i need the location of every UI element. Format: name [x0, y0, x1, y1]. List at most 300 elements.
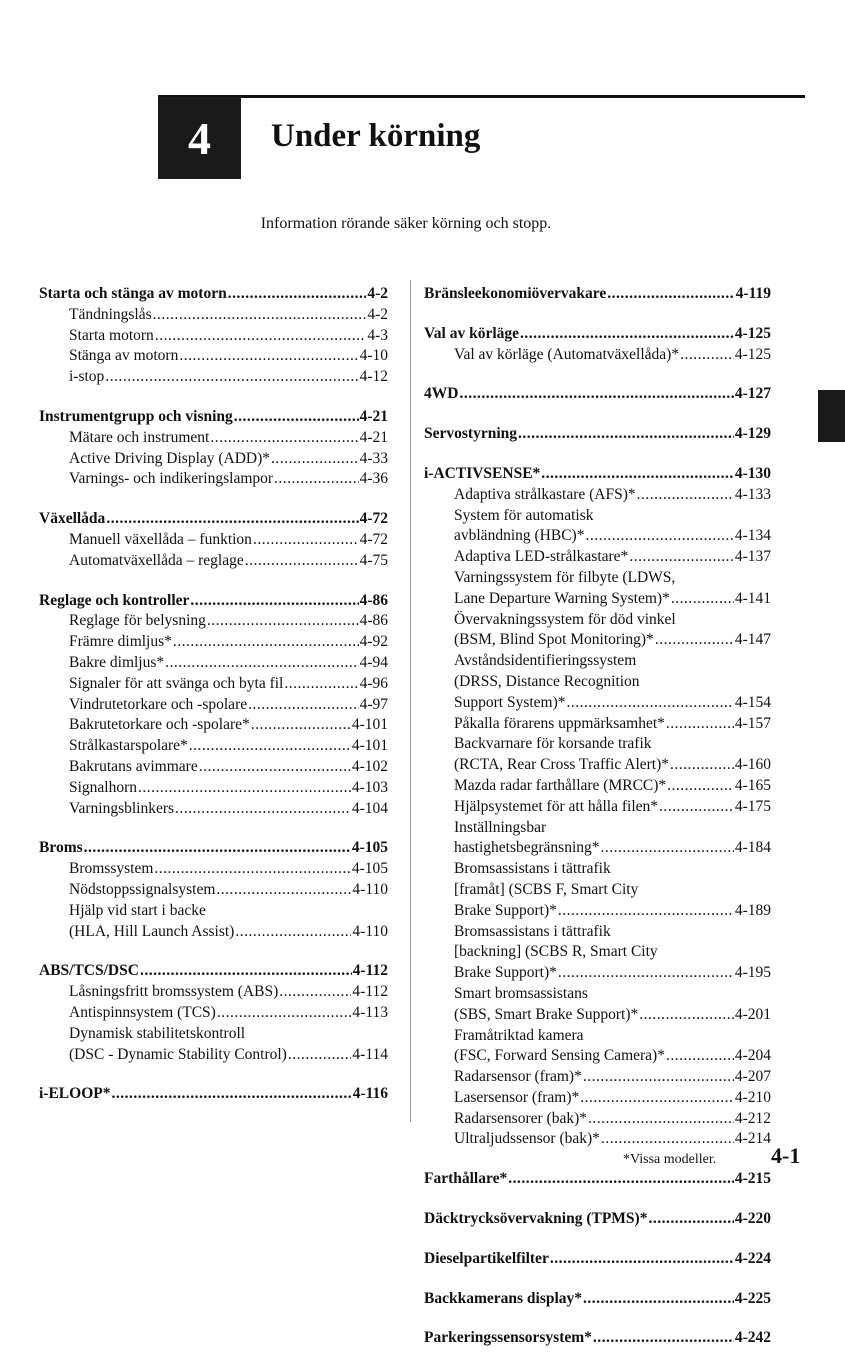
dot-leader [583, 1067, 734, 1088]
toc-section [424, 1249, 771, 1270]
toc-section [39, 838, 388, 942]
toc-section [424, 1209, 771, 1230]
toc-entry-page: 4-210 [734, 1088, 771, 1106]
toc-entry[interactable] [39, 326, 388, 347]
toc-section [424, 424, 771, 445]
toc-entry-title: Parkeringssensorsystem* [424, 1329, 592, 1347]
dot-leader [235, 922, 351, 943]
toc-section-heading[interactable] [39, 591, 388, 612]
dot-leader [655, 630, 734, 651]
toc-entry-page: 4-3 [367, 326, 388, 344]
toc-section [39, 591, 388, 820]
toc-entry-page: 4-86 [359, 591, 388, 609]
dot-leader [671, 589, 734, 610]
toc-entry-title: Bakrutetorkare och -spolare* [69, 716, 250, 734]
toc-entry[interactable] [424, 1067, 771, 1088]
toc-right-column [424, 284, 771, 1368]
toc-entry[interactable] [39, 551, 388, 572]
toc-entry-title: Stänga av motorn [69, 347, 179, 365]
toc-entry-title: Starta och stänga av motorn [39, 285, 227, 302]
dot-leader [179, 346, 358, 367]
toc-entry[interactable] [424, 672, 771, 693]
toc-entry[interactable] [424, 630, 771, 651]
toc-entry-page: 4-130 [734, 464, 771, 482]
dot-leader [520, 324, 734, 345]
toc-entry-title: Farthållare* [424, 1170, 508, 1188]
toc-entry[interactable] [424, 776, 771, 797]
toc-entry[interactable] [39, 346, 388, 367]
toc-entry-page: 4-103 [351, 778, 388, 796]
toc-entry-title: 4WD [424, 385, 459, 403]
toc-entry[interactable] [424, 734, 771, 755]
toc-entry-title: (DRSS, Distance Recognition [454, 672, 640, 690]
dot-leader [637, 485, 734, 506]
toc-entry-page: 4-157 [734, 714, 771, 732]
toc-entry-title: Hjälp vid start i backe [69, 901, 206, 919]
toc-entry-page: 4-12 [359, 368, 388, 386]
toc-entry-page: 4-119 [735, 285, 771, 302]
toc-entry-page: 4-224 [734, 1249, 771, 1267]
toc-entry-page: 4-242 [734, 1329, 771, 1347]
toc-entry-title: Ultraljudssensor (bak)* [454, 1130, 600, 1148]
toc-entry-page: 4-110 [352, 880, 388, 898]
toc-entry-page: 4-189 [734, 901, 771, 919]
chapter-intro: Information rörande säker körning och stopp. [260, 215, 552, 232]
toc-entry-page: 4-96 [359, 674, 388, 692]
toc-entry-page: 4-114 [352, 1045, 388, 1063]
toc-entry[interactable] [39, 530, 388, 551]
toc-entry-title: Reglage för belysning [69, 612, 206, 630]
toc-entry-title: Servostyrning [424, 425, 517, 443]
toc-section-heading[interactable] [39, 838, 388, 859]
toc-left-column [39, 284, 388, 1124]
toc-entry-page: 4-36 [359, 470, 388, 488]
toc-entry[interactable] [424, 859, 771, 880]
toc-entry[interactable] [424, 714, 771, 735]
toc-entry-page: 4-92 [359, 633, 388, 651]
toc-section-heading[interactable] [424, 284, 771, 305]
toc-entry-title: Bromsassistans i tättrafik [454, 922, 611, 940]
toc-entry-page: 4-86 [359, 612, 388, 630]
toc-entry[interactable] [39, 982, 388, 1003]
toc-entry[interactable] [39, 1024, 388, 1045]
toc-entry-title: Radarsensor (fram)* [454, 1068, 582, 1086]
toc-entry-title: Bromsassistans i tättrafik [454, 860, 611, 878]
toc-entry-title: Lane Departure Warning System)* [454, 589, 670, 607]
toc-entry-title: Val av körläge [424, 324, 520, 342]
toc-entry-title: Hjälpsystemet för att hålla filen* [454, 797, 659, 815]
toc-entry-title: Starta motorn [69, 326, 154, 344]
toc-entry-page: 4-134 [734, 527, 771, 545]
toc-entry[interactable] [39, 736, 388, 757]
toc-entry[interactable] [424, 838, 771, 859]
toc-entry[interactable] [424, 1088, 771, 1109]
toc-entry-page: 4-125 [734, 345, 771, 363]
dot-leader [629, 547, 734, 568]
dot-leader [274, 469, 359, 490]
toc-entry[interactable] [424, 901, 771, 922]
dot-leader [558, 901, 734, 922]
toc-entry-page: 4-204 [734, 1047, 771, 1065]
toc-section-heading[interactable] [39, 509, 388, 530]
toc-entry-title: Instrumentgrupp och visning [39, 407, 233, 425]
toc-section [424, 1328, 771, 1349]
toc-entry[interactable] [39, 674, 388, 695]
dot-leader [518, 424, 734, 445]
toc-entry[interactable] [424, 942, 771, 963]
dot-leader [173, 632, 359, 653]
toc-entry-title: System för automatisk [454, 506, 594, 524]
toc-entry-page: 4-112 [352, 983, 388, 1001]
toc-entry-page: 4-212 [734, 1109, 771, 1127]
toc-section-heading[interactable] [424, 424, 771, 445]
toc-entry[interactable] [424, 485, 771, 506]
toc-entry-title: Växellåda [39, 510, 106, 528]
toc-entry-page: 4-113 [352, 1003, 388, 1021]
toc-entry-title: Broms [39, 839, 83, 857]
dot-leader [189, 736, 351, 757]
toc-entry-page: 4-175 [734, 797, 771, 815]
toc-entry[interactable] [39, 632, 388, 653]
toc-entry-page: 4-105 [351, 839, 388, 857]
dot-leader [288, 1045, 352, 1066]
dot-leader [228, 284, 367, 305]
toc-entry[interactable] [39, 757, 388, 778]
toc-entry-title: (RCTA, Rear Cross Traffic Alert)* [454, 756, 670, 774]
toc-entry[interactable] [424, 589, 771, 610]
toc-entry-title: Smart bromsassistans [454, 984, 588, 1002]
toc-entry-page: 4-225 [734, 1289, 771, 1307]
dot-leader [558, 963, 734, 984]
toc-section [39, 407, 388, 490]
toc-entry-page: 4-2 [367, 305, 388, 323]
toc-entry-title: Däcktrycksövervakning (TPMS)* [424, 1210, 648, 1228]
dot-leader [165, 653, 358, 674]
dot-leader [253, 530, 359, 551]
dot-leader [567, 693, 734, 714]
toc-entry[interactable] [424, 506, 771, 527]
toc-entry-title: (DSC - Dynamic Stability Control) [69, 1045, 287, 1063]
toc-section-heading[interactable] [39, 407, 388, 428]
toc-entry-title: Strålkastarspolare* [69, 737, 188, 755]
toc-entry-page: 4-220 [734, 1210, 771, 1228]
chapter-number: 4 [188, 112, 211, 164]
dot-leader [271, 449, 359, 470]
dot-leader [84, 838, 351, 859]
toc-entry-title: (FSC, Forward Sensing Camera)* [454, 1047, 665, 1065]
toc-entry-title: Bakre dimljus* [69, 653, 165, 671]
dot-leader [153, 305, 367, 326]
dot-leader [140, 961, 352, 982]
toc-section [39, 509, 388, 571]
toc-section-heading[interactable] [39, 284, 388, 305]
dot-leader [601, 838, 734, 859]
dot-leader [248, 695, 358, 716]
toc-section-heading[interactable] [424, 1169, 771, 1190]
toc-entry-title: avbländning (HBC)* [454, 527, 585, 545]
toc-entry-page: 4-110 [352, 922, 388, 940]
toc-entry-title: Signaler för att svänga och byta fil [69, 674, 284, 692]
toc-entry-page: 4-94 [359, 653, 388, 671]
toc-section-heading[interactable] [424, 1249, 771, 1270]
toc-entry-title: Val av körläge (Automatväxellåda)* [454, 345, 680, 363]
dot-leader [155, 326, 367, 347]
toc-entry-page: 4-154 [734, 693, 771, 711]
toc-entry-title: Signalhorn [69, 778, 138, 796]
toc-entry-title: Dynamisk stabilitetskontroll [69, 1024, 246, 1042]
toc-entry-title: Varningssystem för filbyte (LDWS, [454, 568, 676, 586]
dot-leader [251, 715, 351, 736]
toc-entry[interactable] [39, 695, 388, 716]
toc-entry-title: i-ACTIVSENSE* [424, 464, 541, 482]
toc-entry-title: Backkamerans display* [424, 1289, 583, 1307]
toc-entry-page: 4-141 [734, 589, 771, 607]
toc-entry[interactable] [424, 755, 771, 776]
toc-entry-title: Låsningsfritt bromssystem (ABS) [69, 983, 279, 1001]
dot-leader [588, 1109, 734, 1130]
toc-entry-page: 4-33 [359, 449, 388, 467]
toc-entry-title: Tändningslås [69, 305, 152, 323]
toc-entry-title: Bromssystem [69, 860, 154, 878]
dot-leader [217, 1003, 352, 1024]
toc-entry-page: 4-116 [352, 1085, 388, 1103]
toc-entry-page: 4-72 [359, 530, 388, 548]
toc-entry-page: 4-137 [734, 548, 771, 566]
toc-entry[interactable] [424, 1046, 771, 1067]
toc-entry-title: (HLA, Hill Launch Assist) [69, 922, 235, 940]
toc-entry-page: 4-21 [359, 407, 388, 425]
chapter-thumb-tab [818, 390, 845, 442]
toc-entry[interactable] [39, 799, 388, 820]
toc-entry[interactable] [39, 922, 388, 943]
toc-entry[interactable] [424, 345, 771, 366]
toc-entry-page: 4-125 [734, 324, 771, 342]
dot-leader [666, 714, 734, 735]
toc-entry-title: [backning] (SCBS R, Smart City [454, 943, 658, 961]
toc-entry[interactable] [424, 568, 771, 589]
toc-entry-page: 4-184 [734, 839, 771, 857]
dot-leader [601, 1129, 734, 1150]
toc-entry-title: Vindrutetorkare och -spolare [69, 695, 248, 713]
toc-entry[interactable] [424, 963, 771, 984]
toc-entry[interactable] [39, 469, 388, 490]
toc-entry-page: 4-201 [734, 1005, 771, 1023]
toc-entry-page: 4-160 [734, 756, 771, 774]
toc-entry-page: 4-2 [367, 285, 388, 302]
toc-entry[interactable] [424, 922, 771, 943]
toc-entry-page: 4-105 [351, 860, 388, 878]
dot-leader [459, 384, 733, 405]
toc-entry-page: 4-215 [734, 1170, 771, 1188]
toc-section [424, 1289, 771, 1310]
toc-entry-title: Antispinnsystem (TCS) [69, 1003, 216, 1021]
dot-leader [639, 1005, 734, 1026]
toc-entry[interactable] [39, 1003, 388, 1024]
toc-entry[interactable] [39, 901, 388, 922]
toc-entry-page: 4-207 [734, 1068, 771, 1086]
toc-entry-title: Bränsleekonomiövervakare [424, 285, 607, 302]
toc-section [424, 1169, 771, 1190]
footer-note: *Vissa modeller. [623, 1152, 717, 1167]
dot-leader [541, 464, 734, 485]
toc-entry-page: 4-104 [351, 799, 388, 817]
dot-leader [245, 551, 359, 572]
toc-entry[interactable] [424, 526, 771, 547]
dot-leader [648, 1209, 733, 1230]
toc-entry[interactable] [39, 367, 388, 388]
toc-entry-title: Varningsblinkers [69, 799, 175, 817]
toc-entry[interactable] [39, 1045, 388, 1066]
toc-entry-page: 4-195 [734, 964, 771, 982]
toc-entry-title: Bakrutans avimmare [69, 757, 198, 775]
dot-leader [580, 1088, 734, 1109]
dot-leader [607, 284, 734, 305]
dot-leader [199, 757, 351, 778]
dot-leader [190, 591, 358, 612]
toc-section [39, 1084, 388, 1105]
toc-entry-page: 4-102 [351, 757, 388, 775]
toc-entry-title: i-stop [69, 368, 105, 386]
toc-entry-title: ABS/TCS/DSC [39, 962, 139, 980]
toc-section [39, 961, 388, 1065]
toc-entry[interactable] [39, 880, 388, 901]
toc-section-heading[interactable] [39, 1084, 388, 1105]
toc-section-heading[interactable] [424, 384, 771, 405]
toc-section [39, 284, 388, 388]
toc-entry[interactable] [424, 1129, 771, 1150]
toc-entry[interactable] [424, 610, 771, 631]
toc-entry-title: Backvarnare för korsande trafik [454, 735, 652, 753]
dot-leader [550, 1249, 734, 1270]
dot-leader [154, 859, 350, 880]
toc-entry-page: 4-72 [359, 510, 388, 528]
dot-leader [659, 797, 734, 818]
toc-entry-title: Mätare och instrument [69, 428, 210, 446]
dot-leader [105, 367, 358, 388]
toc-entry[interactable] [424, 693, 771, 714]
dot-leader [207, 611, 359, 632]
toc-entry-title: Radarsensorer (bak)* [454, 1109, 587, 1127]
toc-entry-page: 4-101 [351, 716, 388, 734]
toc-section [424, 324, 771, 366]
dot-leader [279, 982, 351, 1003]
dot-leader [106, 509, 358, 530]
toc-section-heading[interactable] [424, 464, 771, 485]
toc-entry[interactable] [39, 305, 388, 326]
page-number: 4-1 [771, 1143, 801, 1168]
toc-entry-page: 4-129 [734, 425, 771, 443]
toc-entry-title: [framåt] (SCBS F, Smart City [454, 880, 639, 898]
dot-leader [670, 755, 734, 776]
toc-entry[interactable] [39, 778, 388, 799]
toc-entry-title: Mazda radar farthållare (MRCC)* [454, 776, 667, 794]
toc-entry-title: Brake Support)* [454, 901, 557, 919]
toc-entry-title: Påkalla förarens uppmärksamhet* [454, 714, 665, 732]
chapter-title: Under körning [271, 118, 481, 154]
dot-leader [585, 526, 733, 547]
toc-entry-title: Nödstoppssignalsystem [69, 880, 216, 898]
toc-entry[interactable] [424, 1109, 771, 1130]
toc-section [424, 284, 771, 305]
dot-leader [138, 778, 351, 799]
toc-entry-page: 4-10 [359, 347, 388, 365]
toc-entry-title: Support System)* [454, 693, 566, 711]
dot-leader [508, 1169, 734, 1190]
toc-entry[interactable] [424, 797, 771, 818]
dot-leader [210, 428, 358, 449]
dot-leader [111, 1084, 351, 1105]
toc-section-heading[interactable] [424, 1328, 771, 1349]
toc-entry-page: 4-214 [734, 1130, 771, 1148]
toc-section [424, 384, 771, 405]
dot-leader [593, 1328, 734, 1349]
toc-entry[interactable] [424, 984, 771, 1005]
toc-entry-title: Framåtriktad kamera [454, 1026, 584, 1044]
toc-entry-page: 4-97 [359, 695, 388, 713]
toc-entry[interactable] [424, 547, 771, 568]
dot-leader [175, 799, 351, 820]
toc-entry[interactable] [39, 449, 388, 470]
dot-leader [216, 880, 351, 901]
toc-entry-title: Brake Support)* [454, 964, 557, 982]
toc-section-heading[interactable] [424, 324, 771, 345]
toc-entry-page: 4-165 [734, 776, 771, 794]
chapter-number-box [158, 97, 241, 179]
toc-entry[interactable] [424, 651, 771, 672]
toc-entry-title: Avståndsidentifieringssystem [454, 652, 637, 670]
toc-section [424, 464, 771, 1150]
toc-entry[interactable] [39, 611, 388, 632]
toc-entry[interactable] [39, 859, 388, 880]
toc-entry[interactable] [39, 715, 388, 736]
toc-entry-title: (BSM, Blind Spot Monitoring)* [454, 631, 654, 649]
toc-entry-page: 4-75 [359, 551, 388, 569]
chapter-top-rule [158, 95, 805, 98]
toc-entry[interactable] [424, 818, 771, 839]
toc-entry-title: Manuell växellåda – funktion [69, 530, 252, 548]
toc-entry[interactable] [424, 880, 771, 901]
toc-entry-title: (SBS, Smart Brake Support)* [454, 1005, 639, 1023]
toc-entry-page: 4-133 [734, 485, 771, 503]
column-divider [410, 280, 411, 1122]
toc-entry-title: Reglage och kontroller [39, 591, 190, 609]
dot-leader [583, 1289, 734, 1310]
toc-entry-title: Adaptiva strålkastare (AFS)* [454, 485, 636, 503]
toc-entry-page: 4-101 [351, 737, 388, 755]
toc-entry-title: Övervakningssystem för död vinkel [454, 610, 676, 628]
toc-entry[interactable] [424, 1005, 771, 1026]
toc-section-heading[interactable] [424, 1209, 771, 1230]
toc-entry-title: Främre dimljus* [69, 633, 172, 651]
toc-entry[interactable] [39, 653, 388, 674]
toc-entry[interactable] [424, 1026, 771, 1047]
toc-entry-page: 4-112 [352, 962, 388, 980]
toc-section-heading[interactable] [424, 1289, 771, 1310]
toc-entry-title: Dieselpartikelfilter [424, 1249, 549, 1267]
toc-entry-title: Adaptiva LED-strålkastare* [454, 548, 629, 566]
toc-entry-title: i-ELOOP* [39, 1085, 111, 1103]
toc-entry-title: Active Driving Display (ADD)* [69, 449, 271, 467]
toc-section-heading[interactable] [39, 961, 388, 982]
toc-entry-title: hastighetsbegränsning* [454, 839, 600, 857]
toc-entry-title: Automatväxellåda – reglage [69, 551, 244, 569]
dot-leader [667, 776, 734, 797]
dot-leader [666, 1046, 734, 1067]
toc-entry[interactable] [39, 428, 388, 449]
toc-entry-page: 4-127 [734, 385, 771, 403]
toc-entry-title: Lasersensor (fram)* [454, 1088, 580, 1106]
toc-entry-title: Varnings- och indikeringslampor [69, 470, 274, 488]
